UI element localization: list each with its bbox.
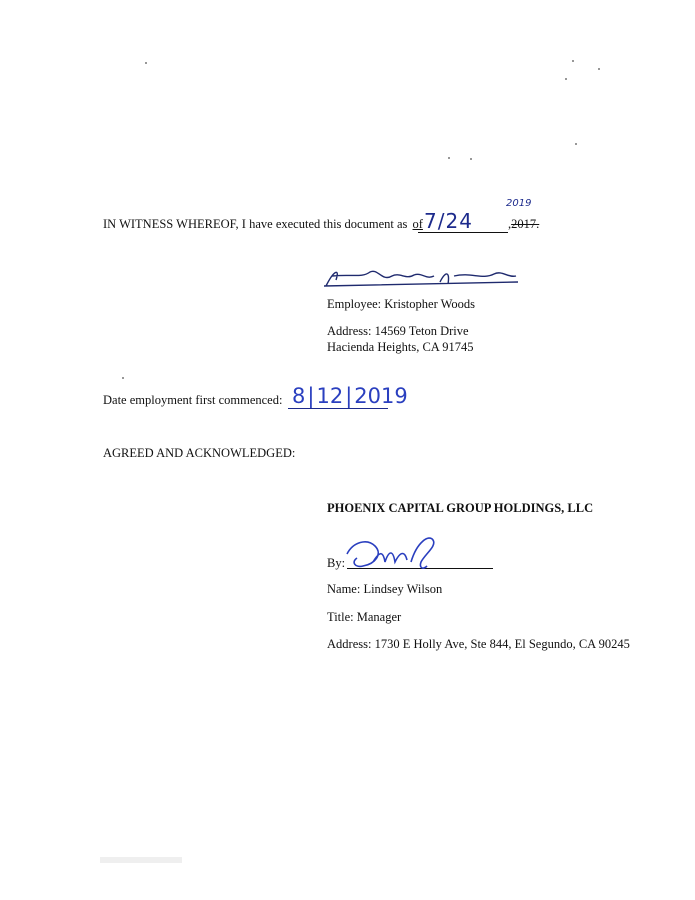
- struck-year-wrap: ,2017.: [508, 217, 540, 231]
- commencement-underline: [288, 408, 388, 409]
- witness-text: IN WITNESS WHEREOF, I have executed this document as: [103, 217, 408, 231]
- employee-address-line1: Address: 14569 Teton Drive: [327, 324, 469, 338]
- scan-speck: [598, 68, 600, 70]
- commencement-month: 8: [292, 384, 306, 408]
- scan-speck: [145, 62, 147, 64]
- employee-signature: [322, 266, 522, 290]
- witness-of: of: [412, 217, 423, 231]
- scan-speck: [448, 157, 450, 159]
- scan-speck: [572, 60, 574, 62]
- scan-speck: [565, 78, 567, 80]
- by-label: By:: [327, 556, 346, 570]
- commencement-year: 2019: [354, 384, 408, 408]
- signatory-name: Name: Lindsey Wilson: [327, 582, 443, 596]
- scan-artifact: [100, 857, 182, 863]
- employee-address-line2: Hacienda Heights, CA 91745: [327, 340, 474, 354]
- struck-year: 2017.: [511, 217, 540, 231]
- commencement-label: Date employment first commenced:: [103, 393, 283, 407]
- employee-name: Employee: Kristopher Woods: [327, 297, 476, 311]
- scan-speck: [122, 377, 124, 379]
- scan-speck: [575, 143, 577, 145]
- agreed-heading: AGREED AND ACKNOWLEDGED:: [103, 446, 296, 460]
- company-signature: [345, 532, 445, 572]
- handwritten-year: 2019: [506, 198, 532, 209]
- witness-statement: [103, 217, 423, 232]
- company-name: PHOENIX CAPITAL GROUP HOLDINGS, LLC: [327, 501, 594, 515]
- commencement-day: 12: [316, 384, 344, 408]
- handwritten-date: 7/24: [424, 209, 473, 233]
- signatory-title: Title: Manager: [327, 610, 402, 624]
- commencement-date: 8|12|2019: [292, 384, 408, 408]
- company-address: Address: 1730 E Holly Ave, Ste 844, El Segundo, CA 90245: [327, 637, 630, 651]
- scan-speck: [470, 158, 472, 160]
